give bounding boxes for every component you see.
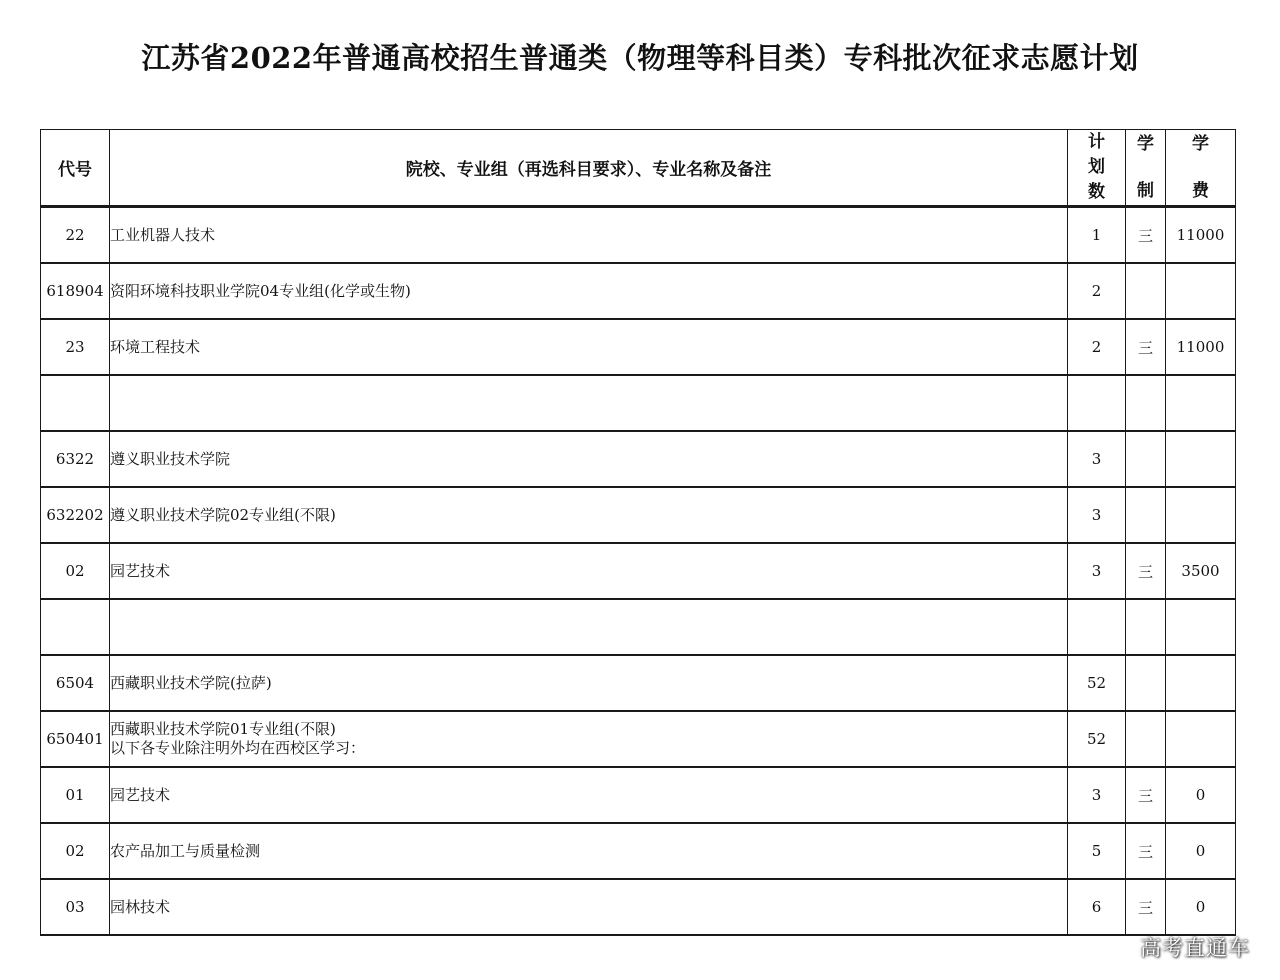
- row-code: 02: [41, 543, 110, 599]
- row-name: [110, 711, 1068, 767]
- table-row: [41, 375, 1236, 431]
- table-row: [41, 711, 1236, 767]
- row-code: 618904: [41, 263, 110, 319]
- row-name-line: 西藏职业技术学院(拉萨): [110, 673, 272, 692]
- table-row: [41, 487, 1236, 543]
- row-code: 6322: [41, 431, 110, 487]
- row-name-line: 遵义职业技术学院02专业组(不限): [110, 505, 336, 524]
- header-plan-count: [1068, 130, 1126, 207]
- row-name: [110, 823, 1068, 879]
- row-years: 三: [1126, 767, 1166, 823]
- row-fee: 0: [1166, 879, 1236, 935]
- row-plan-count: [1068, 375, 1126, 431]
- header-years-char: 学: [1137, 134, 1154, 154]
- table-row: [41, 543, 1236, 599]
- header-plan-count-char: 数: [1088, 182, 1105, 202]
- row-plan-count: 1: [1068, 207, 1126, 264]
- header-code: 代号: [41, 130, 110, 207]
- row-plan-count: 52: [1068, 655, 1126, 711]
- row-years: [1126, 487, 1166, 543]
- row-name-line: 以下各专业除注明外均在西校区学习：: [110, 739, 366, 757]
- table-body: [41, 207, 1236, 936]
- row-name-line: 西藏职业技术学院01专业组(不限): [110, 720, 336, 738]
- row-plan-count: 3: [1068, 543, 1126, 599]
- enrollment-plan-table: [40, 129, 1236, 936]
- row-fee: [1166, 655, 1236, 711]
- header-years-char: 制: [1137, 181, 1154, 201]
- row-years: 三: [1126, 823, 1166, 879]
- row-years: 三: [1126, 319, 1166, 375]
- row-code: 22: [41, 207, 110, 264]
- row-code: 6504: [41, 655, 110, 711]
- row-name-line: 环境工程技术: [110, 337, 201, 356]
- row-years: [1126, 655, 1166, 711]
- row-code: [41, 599, 110, 655]
- row-name: [110, 263, 1068, 319]
- table-row: [41, 319, 1236, 375]
- row-code: 02: [41, 823, 110, 879]
- row-name-line: 园艺技术: [110, 561, 171, 580]
- page-title: 江苏省2022年普通高校招生普通类（物理等科目类）专科批次征求志愿计划: [141, 41, 1139, 75]
- row-plan-count: 6: [1068, 879, 1126, 935]
- table-header-row: [41, 130, 1236, 207]
- header-years: [1126, 130, 1166, 207]
- row-years: [1126, 711, 1166, 767]
- row-plan-count: 2: [1068, 263, 1126, 319]
- table-row: [41, 207, 1236, 264]
- row-name: [110, 767, 1068, 823]
- row-name-line: 农产品加工与质量检测: [110, 841, 261, 860]
- row-name: [110, 879, 1068, 935]
- row-name: [110, 207, 1068, 264]
- row-plan-count: 52: [1068, 711, 1126, 767]
- row-fee: 0: [1166, 767, 1236, 823]
- header-name: 院校、专业组（再选科目要求）、专业名称及备注: [110, 130, 1068, 207]
- row-code: 650401: [41, 711, 110, 767]
- row-fee: 3500: [1166, 543, 1236, 599]
- row-name-line: 资阳环境科技职业学院04专业组(化学或生物): [110, 281, 411, 300]
- header-plan-count-char: 划: [1088, 157, 1105, 177]
- row-name-line: 园林技术: [110, 897, 171, 916]
- row-years: 三: [1126, 543, 1166, 599]
- row-years: [1126, 599, 1166, 655]
- row-years: 三: [1126, 207, 1166, 264]
- row-plan-count: 3: [1068, 767, 1126, 823]
- header-plan-count-char: 计: [1088, 132, 1105, 152]
- row-code: 23: [41, 319, 110, 375]
- row-fee: [1166, 375, 1236, 431]
- table-row: [41, 767, 1236, 823]
- row-fee: [1166, 711, 1236, 767]
- row-plan-count: 5: [1068, 823, 1126, 879]
- row-fee: 0: [1166, 823, 1236, 879]
- row-plan-count: 2: [1068, 319, 1126, 375]
- row-name: [110, 655, 1068, 711]
- row-name: [110, 319, 1068, 375]
- row-name: [110, 375, 1068, 431]
- row-name: [110, 487, 1068, 543]
- row-fee: [1166, 599, 1236, 655]
- row-fee: [1166, 431, 1236, 487]
- table-row: [41, 431, 1236, 487]
- row-code: 632202: [41, 487, 110, 543]
- header-fee-char: 费: [1192, 181, 1209, 201]
- row-code: 01: [41, 767, 110, 823]
- row-plan-count: 3: [1068, 431, 1126, 487]
- row-code: 03: [41, 879, 110, 935]
- row-code: [41, 375, 110, 431]
- table-row: [41, 263, 1236, 319]
- header-fee: [1166, 130, 1236, 207]
- row-fee: 11000: [1166, 319, 1236, 375]
- row-years: [1126, 375, 1166, 431]
- row-fee: 11000: [1166, 207, 1236, 264]
- row-fee: [1166, 263, 1236, 319]
- row-name-line: 工业机器人技术: [110, 225, 216, 244]
- watermark: 高考直通车: [1140, 936, 1250, 960]
- row-name: [110, 431, 1068, 487]
- table-row: [41, 599, 1236, 655]
- row-name-line: 园艺技术: [110, 785, 171, 804]
- row-name: [110, 543, 1068, 599]
- row-name: [110, 599, 1068, 655]
- row-plan-count: [1068, 599, 1126, 655]
- row-years: 三: [1126, 879, 1166, 935]
- table-row: [41, 823, 1236, 879]
- row-fee: [1166, 487, 1236, 543]
- row-years: [1126, 431, 1166, 487]
- row-years: [1126, 263, 1166, 319]
- header-fee-char: 学: [1192, 134, 1209, 154]
- row-plan-count: 3: [1068, 487, 1126, 543]
- row-name-line: 遵义职业技术学院: [110, 449, 231, 468]
- table-row: [41, 879, 1236, 935]
- table-row: [41, 655, 1236, 711]
